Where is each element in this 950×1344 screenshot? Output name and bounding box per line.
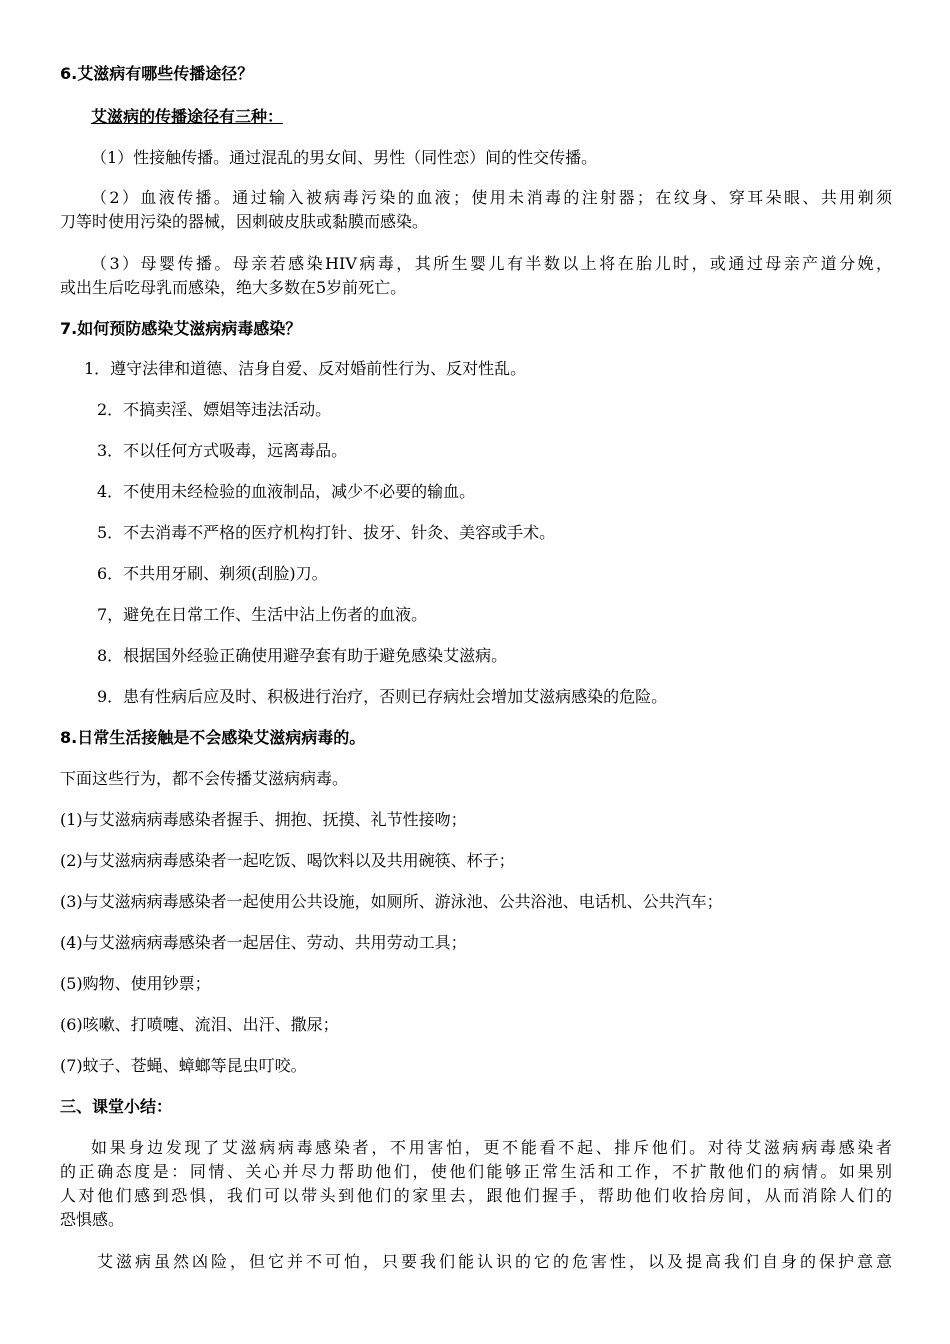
summary-paragraph-1-line-4: 恐惧感。 (60, 1210, 125, 1229)
summary-paragraph-2-line-1: 艾滋病虽然凶险，但它并不可怕，只要我们能认识的它的危害性，以及提高我们自身的保护意意 (97, 1252, 892, 1271)
section6-paragraph-2-line-2: 刀等时使用污染的器械，因刺破皮肤或黏膜而感染。 (60, 212, 429, 231)
section8-item-1: (1)与艾滋病病毒感染者握手、拥抱、抚摸、礼节性接吻； (60, 810, 467, 829)
section8-heading: 8.日常生活接触是不会感染艾滋病病毒的。 (60, 728, 366, 747)
section6-paragraph-2-line-1: （2）血液传播。通过输入被病毒污染的血液；使用未消毒的注射器；在纹身、穿耳朵眼、共用剃须 (91, 188, 892, 207)
summary-paragraph-1-line-2: 的正确态度是：同情、关心并尽力帮助他们，使他们能够正常生活和工作，不扩散他们的病情。如果别 (60, 1162, 892, 1181)
section7-item-7: 7，避免在日常工作、生活中沾上伤者的血液。 (97, 605, 428, 624)
section8-item-7: (7)蚊子、苍蝇、蟑螂等昆虫叮咬。 (60, 1056, 307, 1075)
section7-item-6: 6．不共用牙刷、剃须(刮脸)刀。 (97, 564, 328, 583)
section8-item-5: (5)购物、使用钞票； (60, 974, 211, 993)
section6-paragraph-3-line-1: （3）母婴传播。母亲若感染HIV病毒，其所生婴儿有半数以上将在胎儿时，或通过母亲产道分娩， (91, 254, 892, 273)
section6-heading: 6.艾滋病有哪些传播途径？ (60, 64, 254, 83)
section6-paragraph-1: （1）性接触传播。通过混乱的男女间、男性（同性恋）间的性交传播。 (91, 148, 598, 167)
section6-subheading: 艾滋病的传播途径有三种： (91, 107, 284, 126)
section7-item-4: 4．不使用未经检验的血液制品，减少不必要的输血。 (97, 482, 476, 501)
summary-paragraph-1-line-3: 人对他们感到恐惧，我们可以带头到他们的家里去，跟他们握手，帮助他们收拾房间，从而消除人们的 (60, 1186, 892, 1205)
section7-item-8: 8．根据国外经验正确使用避孕套有助于避免感染艾滋病。 (97, 646, 508, 665)
section6-paragraph-3-line-2: 或出生后吃母乳而感染，绝大多数在5岁前死亡。 (60, 278, 407, 297)
section8-item-6: (6)咳嗽、打喷嚏、流泪、出汗、撒尿； (60, 1015, 339, 1034)
summary-heading: 三、课堂小结： (60, 1097, 173, 1116)
section8-intro: 下面这些行为，都不会传播艾滋病病毒。 (60, 769, 349, 788)
section7-item-2: 2．不搞卖淫、嫖娼等违法活动。 (97, 400, 332, 419)
section8-item-4: (4)与艾滋病病毒感染者一起居住、劳动、共用劳动工具； (60, 933, 467, 952)
section7-item-9: 9．患有性病后应及时、积极进行治疗，否则已存病灶会增加艾滋病感染的危险。 (97, 687, 668, 706)
section8-item-2: (2)与艾滋病病毒感染者一起吃饭、喝饮料以及共用碗筷、杯子； (60, 851, 515, 870)
section7-heading: 7.如何预防感染艾滋病病毒感染？ (60, 319, 302, 338)
section7-item-3: 3．不以任何方式吸毒，远离毒品。 (97, 441, 348, 460)
section8-item-3: (3)与艾滋病病毒感染者一起使用公共设施，如厕所、游泳池、公共浴池、电话机、公共汽车； (60, 892, 723, 911)
section7-item-1: 1．遵守法律和道德、洁身自爱、反对婚前性行为、反对性乱。 (84, 359, 527, 378)
summary-paragraph-1-line-1: 如果身边发现了艾滋病病毒感染者，不用害怕，更不能看不起、排斥他们。对待艾滋病病毒感染者 (91, 1138, 892, 1157)
section7-item-5: 5．不去消毒不严格的医疗机构打针、拔牙、针灸、美容或手术。 (97, 523, 556, 542)
